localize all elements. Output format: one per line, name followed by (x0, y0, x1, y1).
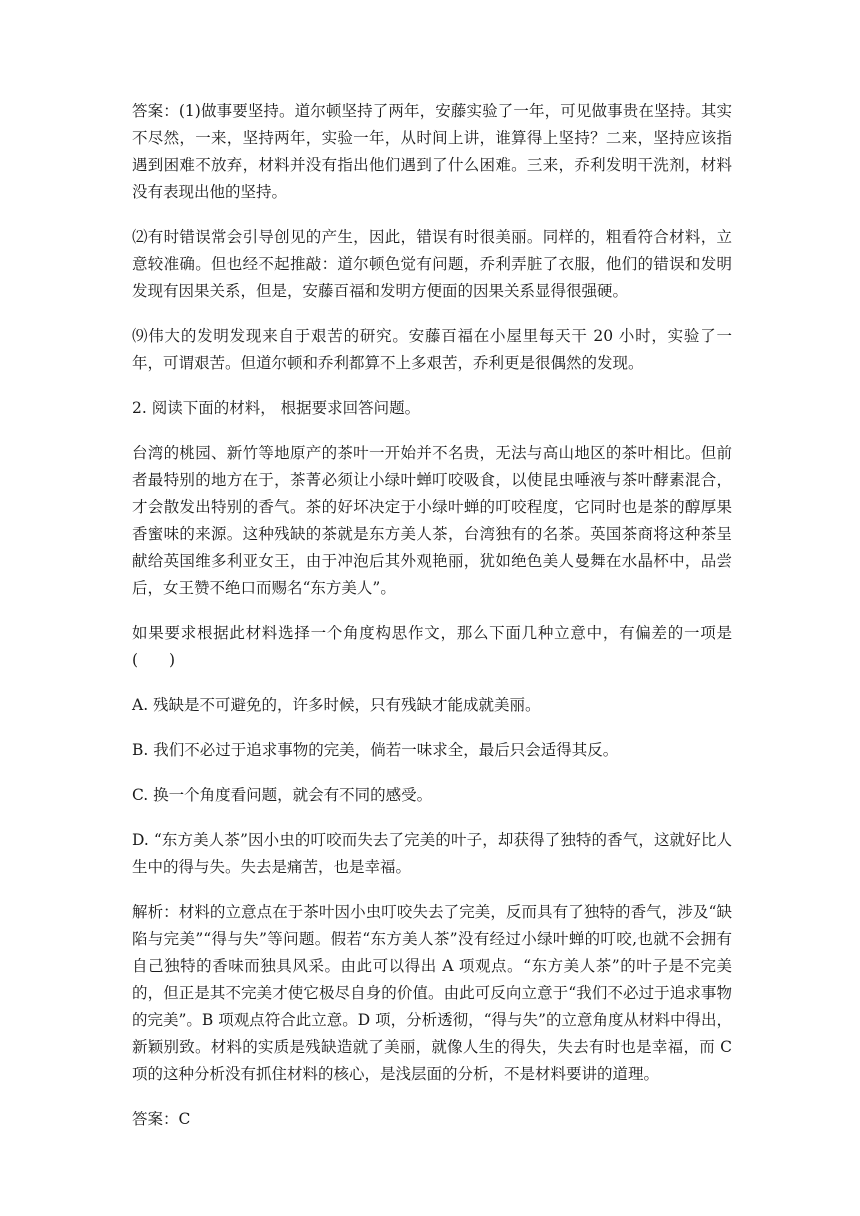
option-d: D. “东方美人茶”因小虫的叮咬而失去了完美的叶子，却获得了独特的香气，这就好比人生中的得与失。失去是痛苦，也是幸福。 (132, 831, 732, 876)
material-paragraph: 台湾的桃园、新竹等地原产的茶叶一开始并不名贵，无法与高山地区的茶叶相比。但前者最特别的地方在于，茶菁必须让小绿叶蝉叮咬吸食，以使昆虫唾液与茶叶酵素混合，才会散发出特别的香气。茶的好坏决定于小绿叶蝉的叮咬程度，它同时也是茶的醇厚果香蜜味的来源。这种残缺的茶就是东方美人茶，台湾独有的名茶。英国茶商将这种茶呈献给英国维多利亚女王，由于冲泡后其外观艳丽，犹如绝色美人曼舞在水晶杯中，品尝后，女王赞不绝口而赐名“东方美人”。 (132, 444, 732, 597)
option-b: B. 我们不必过于追求事物的完美，倘若一味求全，最后只会适得其反。 (132, 741, 619, 759)
option-a: A. 残缺是不可避免的，许多时候，只有残缺才能成就美丽。 (132, 696, 541, 714)
document-body (132, 98, 732, 1151)
answer-paragraph-1: 答案：(1)做事要坚持。道尔顿坚持了两年，安藤实验了一年，可见做事贵在坚持。其实不尽然，一来，坚持两年，实验一年，从时间上讲，谁算得上坚持？二来，坚持应该指遇到困难不放弃，材料并没有指出他们遇到了什么困难。三来，乔利发明干洗剂，材料没有表现出他的坚持。 (132, 102, 732, 201)
answer-paragraph-2: ⑵有时错误常会引导创见的产生，因此，错误有时很美丽。同样的，粗看符合材料，立意较准确。但也经不起推敲：道尔顿色觉有问题，乔利弄脏了衣服，他们的错误和发明发现有因果关系，但是，安藤百福和发明方便面的因果关系显得很强硬。 (132, 228, 732, 300)
final-answer: 答案：C (132, 1110, 191, 1128)
answer-paragraph-3: ⑼伟大的发明发现来自于艰苦的研究。安藤百福在小屋里每天干 20 小时，实验了一年，可谓艰苦。但道尔顿和乔利都算不上多艰苦，乔利更是很偶然的发现。 (132, 327, 732, 372)
question-prompt: 如果要求根据此材料选择一个角度构思作文，那么下面几种立意中，有偏差的一项是( ) (132, 624, 732, 669)
option-c: C. 换一个角度看问题，就会有不同的感受。 (132, 786, 433, 804)
analysis-paragraph: 解析：材料的立意点在于茶叶因小虫叮咬失去了完美，反而具有了独特的香气，涉及“缺陷与完美”“得与失”等问题。假若“东方美人茶”没有经过小绿叶蝉的叮咬,也就不会拥有自己独特的香味而独具风采。由此可以得出 A 项观点。“东方美人茶”的叶子是不完美的，但正是其不完美才使它极尽自身的价值。由此可反向立意于“我们不必过于追求事物的完美”。B 项观点符合此立意。D 项，分析透彻，“得与失”的立意角度从材料中得出，新颖别致。材料的实质是残缺造就了美丽，就像人生的得失，失去有时也是幸福，而 C 项的这种分析没有抓住材料的核心，是浅层面的分析，不是材料要讲的道理。 (132, 903, 732, 1083)
question-heading: 2. 阅读下面的材料， 根据要求回答问题。 (132, 399, 421, 417)
